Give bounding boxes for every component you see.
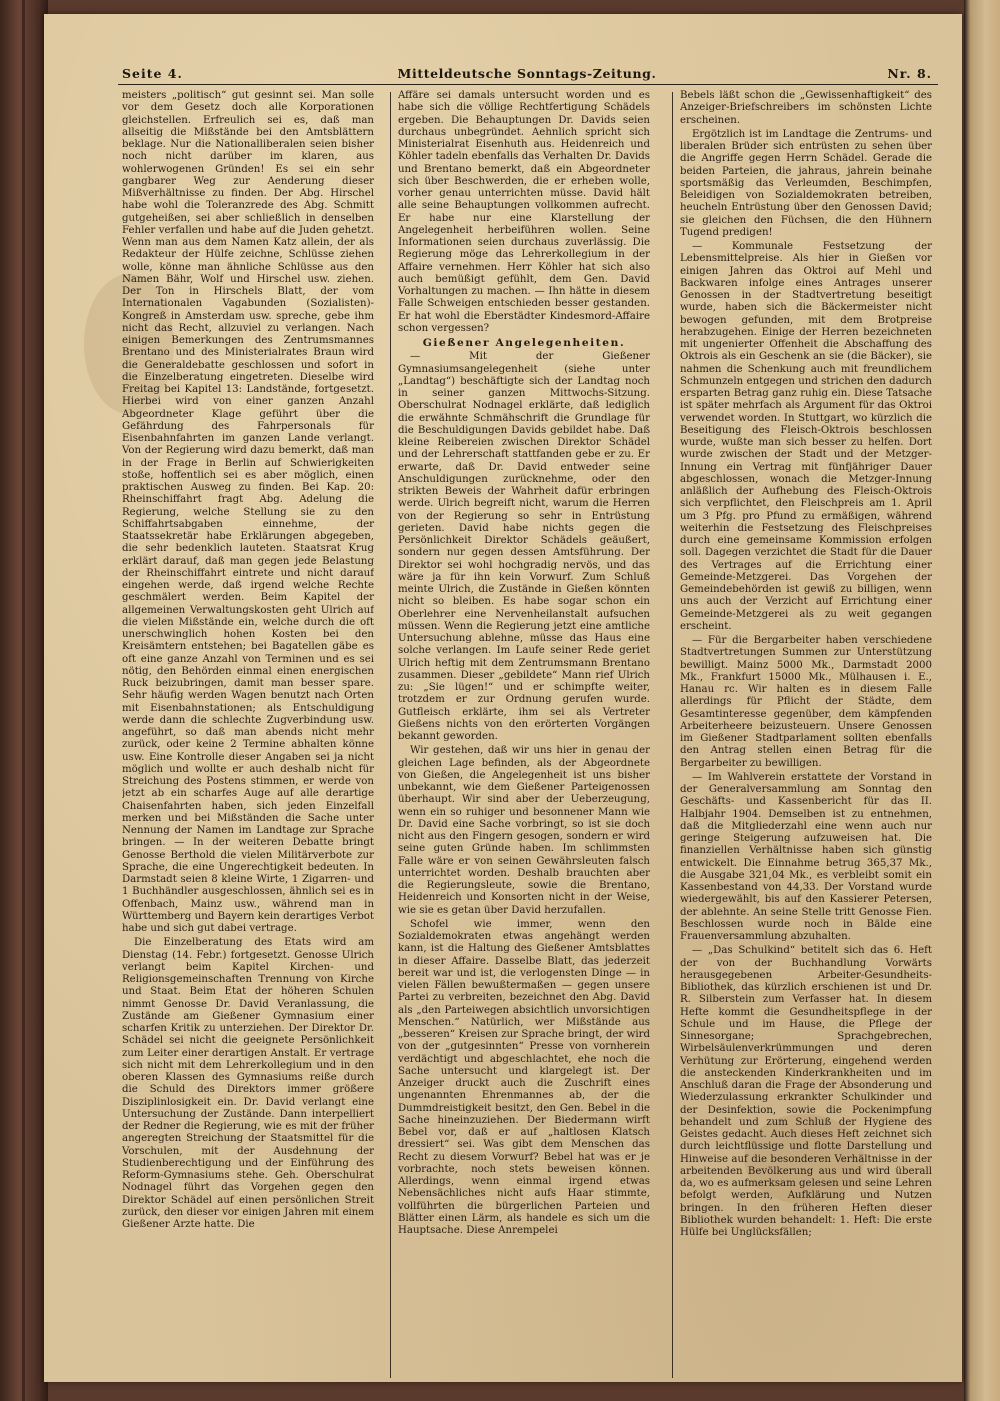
issue-number: Nr. 8. — [887, 66, 932, 81]
article-paragraph: — „Das Schulkind“ betitelt sich das 6. Heft der von der Buchhandlung Vorwärts herausgegebenen Arbeiter-Gesundheits-Bibliothek, das kürzlich erschienen ist und Dr. R. Silberstein zum Verfasser hat. In diesem Hefte kommt die Gesundheitspflege in der Schule und im Hause, die Pflege der Sinnesorgane; Sprachgebrechen, Wirbelsäulenverkrümmungen und deren Verhütung zur Erörterung, eingehend werden die ansteckenden Kinderkrankheiten und im Anschluß daran die Frage der Absonderung und Wiederzulassung erkrankter Schulkinder und der Desinfektion, sowie die Pockenimpfung behandelt und zum Schluß der Hygiene des Geistes gedacht. Auch dieses Heft zeichnet sich durch leichtflüssige und flotte Darstellung und Hinweise auf die besonderen Verhältnisse in der arbeitenden Bevölkerung aus und wird überall da, wo es aufmerksam gelesen und seine Lehren befolgt werden, Aufklärung und Nutzen bringen. In den früheren Heften dieser Bibliothek wurden behandelt: 1. Heft: Die erste Hülfe bei Unglücksfällen; — [680, 945, 932, 1238]
column-divider — [672, 92, 673, 1378]
column-1 — [122, 90, 374, 1380]
article-paragraph: — Für die Bergarbeiter haben verschiedene Stadtvertretungen Summen zur Unterstützung bewilligt. Mainz 5000 Mk., Darmstadt 2000 Mk., Frankfurt 15000 Mk., Mülhausen i. E., Hanau rc. Wir halten es in diesem Falle allerdings für Pflicht der Städte, dem Gesamtinteresse gegenüber, dem kämpfenden Arbeiterheere beizusteuern. Unsere Genossen im Gießener Stadtparlament sollten ebenfalls den Antrag stellen einen Betrag für die Bergarbeiter zu bewilligen. — [680, 635, 932, 769]
article-paragraph: Die Einzelberatung des Etats wird am Dienstag (14. Febr.) fortgesetzt. Genosse Ulrich verlangt beim Kapitel Kirchen- und Religionsgemeinschaften Trennung von Kirche und Staat. Beim Etat der höheren Schulen nimmt Genosse Dr. David Veranlassung, die Zustände am Gießener Gymnasium einer scharfen Kritik zu unterziehen. Der Direktor Dr. Schädel sei nicht die geeignete Persönlichkeit zum Leiter einer derartigen Anstalt. Er vertrage sich nicht mit dem Lehrerkollegium und in den oberen Klassen des Gymnasiums reiße durch die Schuld des Direktors immer größere Disziplinlosigkeit ein. Dr. David verlangt eine Untersuchung der Zustände. Dann interpelliert der Redner die Regierung, wie es mit der früher angeregten Streichung der Staatsmittel für die Vorschulen, mit der Ausdehnung der Studienberechtigung und der Einführung des Reform-Gymnasiums stehe. Geh. Oberschulrat Nodnagel führt das Vorgehen gegen den Direktor Schädel auf einen persönlichen Streit zurück, den dieser vor einigen Jahren mit einem Gießener Arzte hatte. Die — [122, 937, 374, 1230]
article-paragraph: — Im Wahlverein erstattete der Vorstand in der Generalversammlung am Sonntag den Geschäfts- und Kassenbericht für das II. Halbjahr 1904. Demselben ist zu entnehmen, daß die Mitgliederzahl eine wenn auch nur geringe Steigerung aufzuweisen hat. Die finanziellen Verhältnisse haben sich günstig entwickelt. Die Einnahme betrug 365,37 Mk., die Ausgabe 321,04 Mk., es verbleibt somit ein Kassenbestand von 44,33. Der Vorstand wurde wiedergewählt, bis auf den Kassierer Petersen, der ablehnte. An seine Stelle tritt Genosse Fien. Beschlossen wurde noch in Bälde eine Frauenversammlung abzuhalten. — [680, 771, 932, 942]
facing-page-edge — [964, 0, 1000, 1401]
article-paragraph: — Mit der Gießener Gymnasiumsangelegenheit (siehe unter „Landtag“) beschäftigte sich der Landtag noch in seiner ganzen Mittwochs-Sitzung. Oberschulrat Nodnagel erklärte, daß lediglich die erwähnte Schmähschrift die Grundlage für die Beschuldigungen Davids gebildet habe. Daß kleine Reibereien zwischen Direktor Schädel und der Lehrerschaft stattfanden gebe er zu. Er erwarte, daß Dr. David entweder seine Anschuldigungen zurücknehme, oder den strikten Beweis der Wahrheit dafür erbringen werde. Ulrich begreift nicht, warum die Herren von der Regierung so sehr in Entrüstung gerieten. David habe nichts gegen die Persönlichkeit Direktor Schädels geäußert, sondern nur gegen dessen Amtsführung. Der Direktor sei wohl hochgradig nervös, und das wäre ja für ihn kein Vorwurf. Zum Schluß meinte Ulrich, die Zustände in Gießen könnten nicht so bleiben. Es habe sogar schon ein Oberlehrer eine Nervenheilanstalt aufsuchen müssen. Wenn die Regierung jetzt eine amtliche Untersuchung ablehne, müsse das Haus eine solche verlangen. Im Laufe seiner Rede geriet Ulrich heftig mit dem Zentrumsmann Brentano zusammen. Dieser „gebildete“ Mann rief Ulrich zu: „Sie lügen!“ und er schimpfte weiter, trotzdem er zur Ordnung gerufen wurde. Gutfleisch erklärte, ihm sei als Vertreter Gießens nichts von den erörterten Vorgängen bekannt geworden. — [398, 351, 650, 742]
article-paragraph: Affäre sei damals untersucht worden und es habe sich die völlige Rechtfertigung Schädels ergeben. Die Behauptungen Dr. Davids seien durchaus unbegründet. Aehnlich spricht sich Ministerialrat Eisenhuth aus. Heidenreich und Köhler tadeln ebenfalls das Verhalten Dr. Davids und Brentano bemerkt, daß ein Abgeordneter sich über Beschwerden, die er erheben wolle, vorher genau unterrichten müsse. David hält alle seine Behauptungen vollkommen aufrecht. Er habe nur eine Klarstellung der Angelegenheit herbeiführen wollen. Seine Informationen seien durchaus zuverlässig. Die Regierung möge das Lehrerkollegium in der Affaire vernehmen. Herr Köhler hat sich also auch bemüßigt gefühlt, dem Gen. David Vorhaltungen zu machen. — Ihn hätte in diesem Falle Schweigen entschieden besser gestanden. Er hat wohl die Eberstädter Kindesmord-Affaire schon vergessen? — [398, 90, 650, 334]
newspaper-title: Mitteldeutsche Sonntags-Zeitung. — [397, 66, 657, 81]
article-paragraph: Wir gestehen, daß wir uns hier in genau der gleichen Lage befinden, als der Abgeordnete von Gießen, die Angelegenheit ist uns bisher unbekannt, wie dem Gießener Parteigenossen überhaupt. Wir sind aber der Ueberzeugung, wenn ein so ruhiger und besonnener Mann wie Dr. David eine Sache vorbringt, so ist sie doch nicht aus den Fingern gesogen, sondern er wird seine guten Gründe haben. Im schlimmsten Falle wäre er von seinen Gewährsleuten falsch unterrichtet worden. Deshalb brauchten aber die Regierungsleute, sowie die Brentano, Heidenreich und Konsorten nicht in der Weise, wie sie es getan über David herzufallen. — [398, 745, 650, 916]
header-rule — [118, 84, 938, 85]
article-paragraph: — Kommunale Festsetzung der Lebensmittelpreise. Als hier in Gießen vor einigen Jahren das Oktroi auf Mehl und Backwaren infolge eines Antrages unserer Genossen in der Stadtvertretung beseitigt wurde, haben sich die Bäckermeister nicht bewogen gefunden, mit dem Brotpreise herabzugehen. Einige der Herren bezeichneten mit ungenierter Offenheit die Abschaffung des Oktrois als ein Geschenk an sie (die Bäcker), sie nahmen die Schenkung auch mit freundlichem Schmunzeln entgegen und strichen den dadurch ersparten Betrag ganz ruhig ein. Diese Tatsache ist später mehrfach als Argument für das Oktroi verwendet worden. In Stuttgart, wo kürzlich die Beseitigung des Fleisch-Oktrois beschlossen wurde, wußte man sich besser zu helfen. Dort wurde zwischen der Stadt und der Metzger-Innung ein Vertrag mit fünfjähriger Dauer abgeschlossen, wonach die Metzger-Innung anläßlich der Aufhebung des Fleisch-Oktrois sich verpflichtet, den Fleischpreis am 1. April um 3 Pfg. pro Pfund zu ermäßigen, während weiterhin die Festsetzung des Fleischpreises durch eine gemeinsame Kommission erfolgen soll. Dagegen verzichtet die Stadt für die Dauer des Vertrages auf die Errichtung einer Gemeinde-Metzgerei. Das Vorgehen der Gemeindebehörden ist gewiß zu billigen, wenn uns auch der Verzicht auf Errichtung einer Gemeinde-Metzgerei als zu weit gegangen erscheint. — [680, 241, 932, 632]
article-paragraph: Ergötzlich ist im Landtage die Zentrums- und liberalen Brüder sich entrüsten zu sehen über die Angriffe gegen Herrn Schädel. Gerade die beiden Parteien, die jahraus, jahrein beinahe sportsmäßig das Verleumden, Beschimpfen, Beleidigen von Sozialdemokraten betreiben, heucheln Entrüstung über den Genossen David; sie gleichen den Füchsen, die den Hühnern Tugend predigen! — [680, 128, 932, 238]
book-binding — [0, 0, 48, 1401]
column-3 — [680, 90, 932, 1380]
article-paragraph: Schofel wie immer, wenn den Sozialdemokraten etwas angehängt werden kann, ist die Haltung des Gießener Amtsblattes in dieser Affaire. Dasselbe Blatt, das jederzeit bereit war und ist, die verlogensten Dinge — in vielen Fällen bewußtermaßen — gegen unsere Partei zu verbreiten, bezeichnet den Abg. David als „den Parteiwegen absichtlich unvorsichtigen Menschen.“ Natürlich, wer Mißstände aus „besseren“ Kreisen zur Sprache bringt, der wird von der „gutgesinnten“ Presse von vornherein verdächtigt und abgeschlachtet, ehe noch die Sache untersucht und klargelegt ist. Der Anzeiger druckt auch die Zuschrift eines ungenannten Ehrenmannes ab, der die Dummdreistigkeit besitzt, den Gen. Bebel in die Sache hineinzuziehen. Der Biedermann wirft Bebel vor, daß er auf „haltlosen Klatsch dressiert“ sei. Was gibt dem Menschen das Recht zu diesem Vorwurf? Bebel hat was er je vorbrachte, noch stets beweisen können. Allerdings, wenn einmal irgend etwas Nebensächliches nicht aufs Haar stimmte, vollführten die bürgerlichen Parteien und Blätter einen Lärm, als handele es sich um die Hauptsache. Diese Anrempelei — [398, 918, 650, 1236]
article-paragraph: Bebels läßt schon die „Gewissenhaftigkeit“ des Anzeiger-Briefschreibers im schönsten Lichte erscheinen. — [680, 90, 932, 126]
page-number: Seite 4. — [122, 66, 183, 81]
column-divider — [390, 92, 391, 1378]
section-heading: Gießener Angelegenheiten. — [422, 337, 626, 349]
article-paragraph: meisters „politisch“ gut gesinnt sei. Man solle vor dem Gesetz doch alle Korporationen gleichstellen. Erfreulich sei es, daß man allseitig die Mißstände bei den Amtsblättern beklage. Nur die Nationalliberalen seien bisher noch nicht darüber im klaren, aus wohlerwogenen Gründen! Es sei ein sehr gangbarer Weg zur Aenderung dieser Mißverhältnisse zu finden. Der Abg. Hirschel habe wohl die Toleranzrede des Abg. Schmitt gutgeheißen, sei aber schließlich in denselben Fehler verfallen und habe auf die Juden gehetzt. Wenn man aus dem Namen Katz allein, der als Redakteur der Hülfe zeichne, Schlüsse ziehen wolle, könne man ähnliche Schlüsse aus den Namen Bähr, Wolf und Hirschel usw. ziehen. Der Ton in Hirschels Blatt, der vom Internationalen Vagabunden (Sozialisten)-Kongreß in Amsterdam usw. spreche, gebe ihm nicht das Recht, allzuviel zu verlangen. Nach einigen Bemerkungen des Zentrumsmannes Brentano und des Ministerialrates Braun wird die Generaldebatte geschlossen und sofort in die Einzelberatung eingetreten. Dieselbe wird Freitag bei Kapitel 13: Landstände, fortgesetzt. Hierbei wird von einer ganzen Anzahl Abgeordneter Klage geführt über die Gefährdung des Fahrpersonals für Eisenbahnfahrten im ganzen Lande verlangt. Von der Regierung wird dazu bemerkt, daß man in der Frage in Berlin auf Schwierigkeiten stoße, hoffentlich sei es aber möglich, einen praktischen Ausweg zu finden. Bei Kap. 20: Rheinschiffahrt fragt Abg. Adelung die Regierung, welche Stellung sie zu den Schiffahrtsabgaben einnehme, der Staatssekretär habe Erklärungen abgegeben, die sehr bedenklich lauteten. Staatsrat Krug erklärt darauf, daß man gegen jede Belastung der Rheinschiffahrt eintrete und nicht darauf eingehen werde, daß irgend welche Rechte geschmälert werden. Beim Kapitel der allgemeinen Verwaltungskosten geht Ulrich auf die vielen Mißstände ein, welche durch die oft unerschwinglich hohen Kosten bei den Kreisämtern entstehen; bei Bagatellen gäbe es oft eine ganze Anzahl von Terminen und es sei nötig, den Behörden einmal einen energischen Ruck beizubringen, damit man besser spare. Sehr häufig werden Wagen benutzt nach Orten mit Eisenbahnstationen; als Entschuldigung werde dann die schlechte Zugverbindung usw. angeführt, so daß man abends nicht mehr zurück, oder keine 2 Termine abhalten könne usw. Eine Kontrolle dieser Angaben sei ja nicht möglich und wollte er auch deshalb nicht für Streichung des Postens stimmen, er werde von jetzt ab ein scharfes Auge auf alle derartige Chaisenfahrten haben, sich jeden Einzelfall merken und bei Mißständen die Sache unter Nennung der Namen im Landtage zur Sprache bringen. — In der weiteren Debatte bringt Genosse Berthold die vielen Militärverbote zur Sprache, die eine Ungerechtigkeit bedeuten. In Darmstadt seien 8 kleine Wirte, 1 Zigarren- und 1 Buchhändler ausgeschlossen, ähnlich sei es in Offenbach, Mainz usw., während man in Württemberg und Bayern kein derartiges Verbot habe und sich gut dabei vertrage. — [122, 90, 374, 934]
column-2 — [398, 90, 650, 1380]
